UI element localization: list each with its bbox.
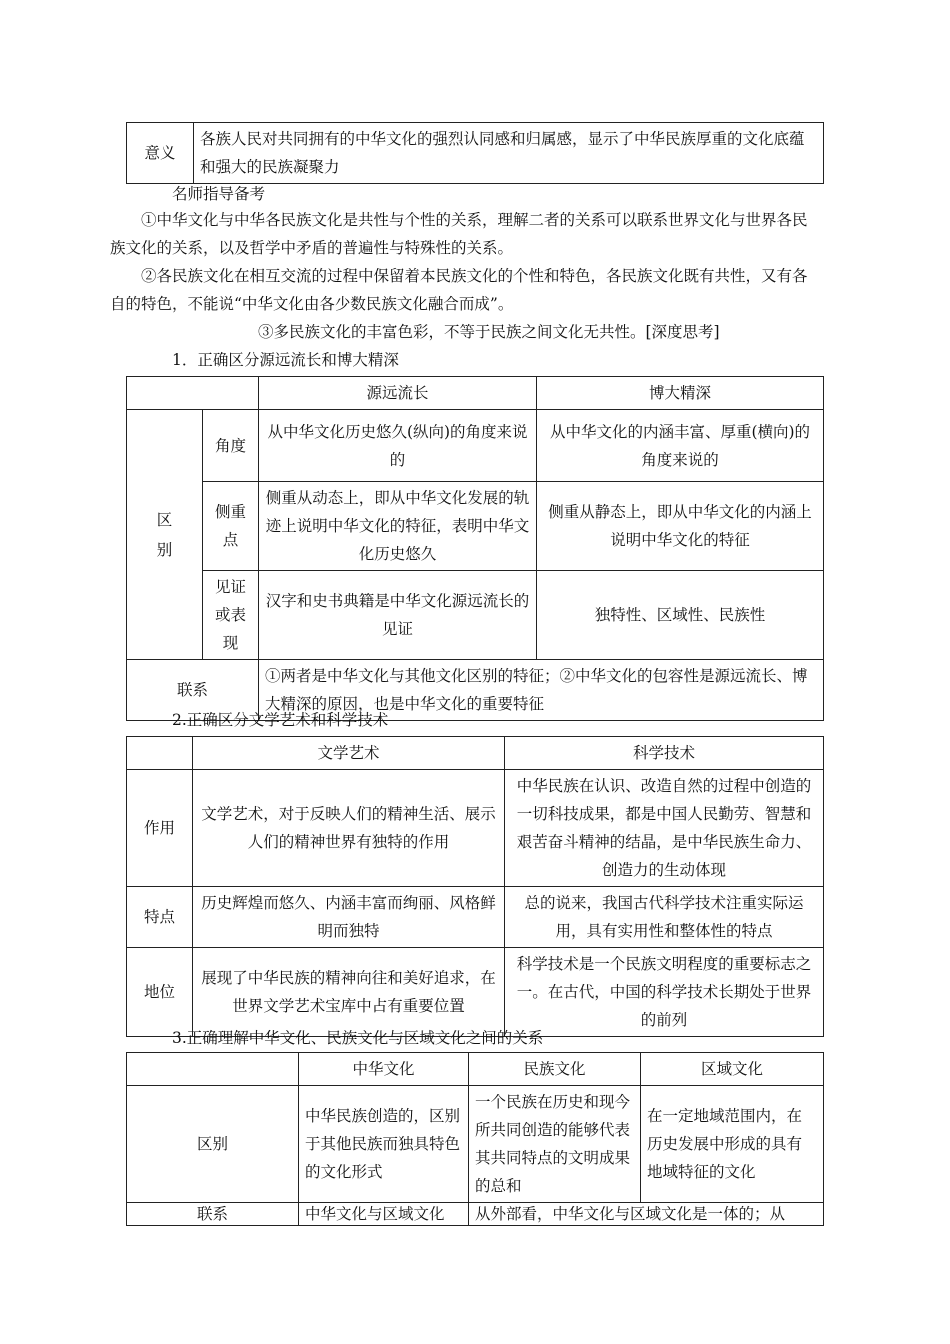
section1-header-2: 博大精深	[537, 377, 824, 410]
section3-link-label: 联系	[127, 1203, 299, 1226]
section1-corner	[127, 377, 259, 410]
guide-paragraph-2: ②各民族文化在相互交流的过程中保留着本民族文化的个性和特色，各民族文化既有共性，又有各自的特色，不能说“中华文化由各少数民族文化融合而成”。	[110, 267, 808, 313]
section1-link-label: 联系	[127, 660, 259, 721]
meaning-label: 意义	[127, 123, 194, 184]
section3-header-2: 民族文化	[469, 1053, 641, 1086]
section3-cell: 在一定地域范围内，在历史发展中形成的具有地域特征的文化	[641, 1086, 824, 1203]
section3-link-b: 从外部看，中华文化与区域文化是一体的；从	[469, 1203, 824, 1226]
section2-header-1: 文学艺术	[193, 737, 505, 770]
section1-cell: 独特性、区域性、民族性	[537, 571, 824, 660]
section2-table	[126, 736, 824, 1037]
section1-row-label: 侧重点	[203, 482, 259, 571]
section2-cell: 历史辉煌而悠久、内涵丰富而绚丽、风格鲜明而独特	[193, 887, 505, 948]
section1-row-label: 见证或表现	[203, 571, 259, 660]
section3-table	[126, 1052, 824, 1226]
section1-link-text: ①两者是中华文化与其他文化区别的特征；②中华文化的包容性是源远流长、博大精深的原因，也是中华文化的重要特征	[259, 660, 824, 721]
section3-diff-label: 区别	[127, 1086, 299, 1203]
guide-heading: 名师指导备考	[172, 185, 266, 203]
section2-row-label: 作用	[127, 770, 193, 887]
section2-cell: 文学艺术，对于反映人们的精神生活、展示人们的精神世界有独特的作用	[193, 770, 505, 887]
section1-cell: 从中华文化的内涵丰富、厚重(横向)的角度来说的	[537, 410, 824, 482]
section3-corner	[127, 1053, 299, 1086]
guide-paragraph-1: ①中华文化与中华各民族文化是共性与个性的关系，理解二者的关系可以联系世界文化与世界各民族文化的关系，以及哲学中矛盾的普遍性与特殊性的关系。	[110, 211, 808, 257]
section2-cell: 总的说来，我国古代科学技术注重实际运用，具有实用性和整体性的特点	[505, 887, 824, 948]
section3-header-1: 中华文化	[299, 1053, 469, 1086]
section1-title: 1．正确区分源远流长和博大精深	[172, 351, 399, 369]
section1-group-label: 区别	[127, 410, 203, 660]
section1-cell: 侧重从静态上，即从中华文化的内涵上说明中华文化的特征	[537, 482, 824, 571]
section2-cell: 科学技术是一个民族文明程度的重要标志之一。在古代，中国的科学技术长期处于世界的前列	[505, 948, 824, 1037]
section1-row-label: 角度	[203, 410, 259, 482]
section2-title: 2.正确区分文学艺术和科学技术	[172, 711, 389, 729]
meaning-table	[126, 122, 824, 184]
guide-paragraph-3: ③多民族文化的丰富色彩，不等于民族之间文化无共性。[深度思考]	[258, 323, 720, 341]
section3-cell: 中华民族创造的，区别于其他民族而独具特色的文化形式	[299, 1086, 469, 1203]
section1-cell: 侧重从动态上，即从中华文化发展的轨迹上说明中华文化的特征，表明中华文化历史悠久	[259, 482, 537, 571]
section2-row-label: 特点	[127, 887, 193, 948]
section1-cell: 从中华文化历史悠久(纵向)的角度来说的	[259, 410, 537, 482]
section2-row-label: 地位	[127, 948, 193, 1037]
section2-header-2: 科学技术	[505, 737, 824, 770]
section2-cell: 展现了中华民族的精神向往和美好追求，在世界文学艺术宝库中占有重要位置	[193, 948, 505, 1037]
section2-cell: 中华民族在认识、改造自然的过程中创造的一切科技成果，都是中国人民勤劳、智慧和艰苦奋斗精神的结晶，是中华民族生命力、创造力的生动体现	[505, 770, 824, 887]
section1-cell: 汉字和史书典籍是中华文化源远流长的见证	[259, 571, 537, 660]
section3-cell: 一个民族在历史和现今所共同创造的能够代表其共同特点的文明成果的总和	[469, 1086, 641, 1203]
section3-title: 3.正确理解中华文化、民族文化与区域文化之间的关系	[172, 1029, 544, 1047]
section2-corner	[127, 737, 193, 770]
section3-header-3: 区域文化	[641, 1053, 824, 1086]
section3-link-a: 中华文化与区域文化	[299, 1203, 469, 1226]
section1-table	[126, 376, 824, 721]
section1-header-1: 源远流长	[259, 377, 537, 410]
meaning-text: 各族人民对共同拥有的中华文化的强烈认同感和归属感，显示了中华民族厚重的文化底蕴和强大的民族凝聚力	[194, 123, 824, 184]
